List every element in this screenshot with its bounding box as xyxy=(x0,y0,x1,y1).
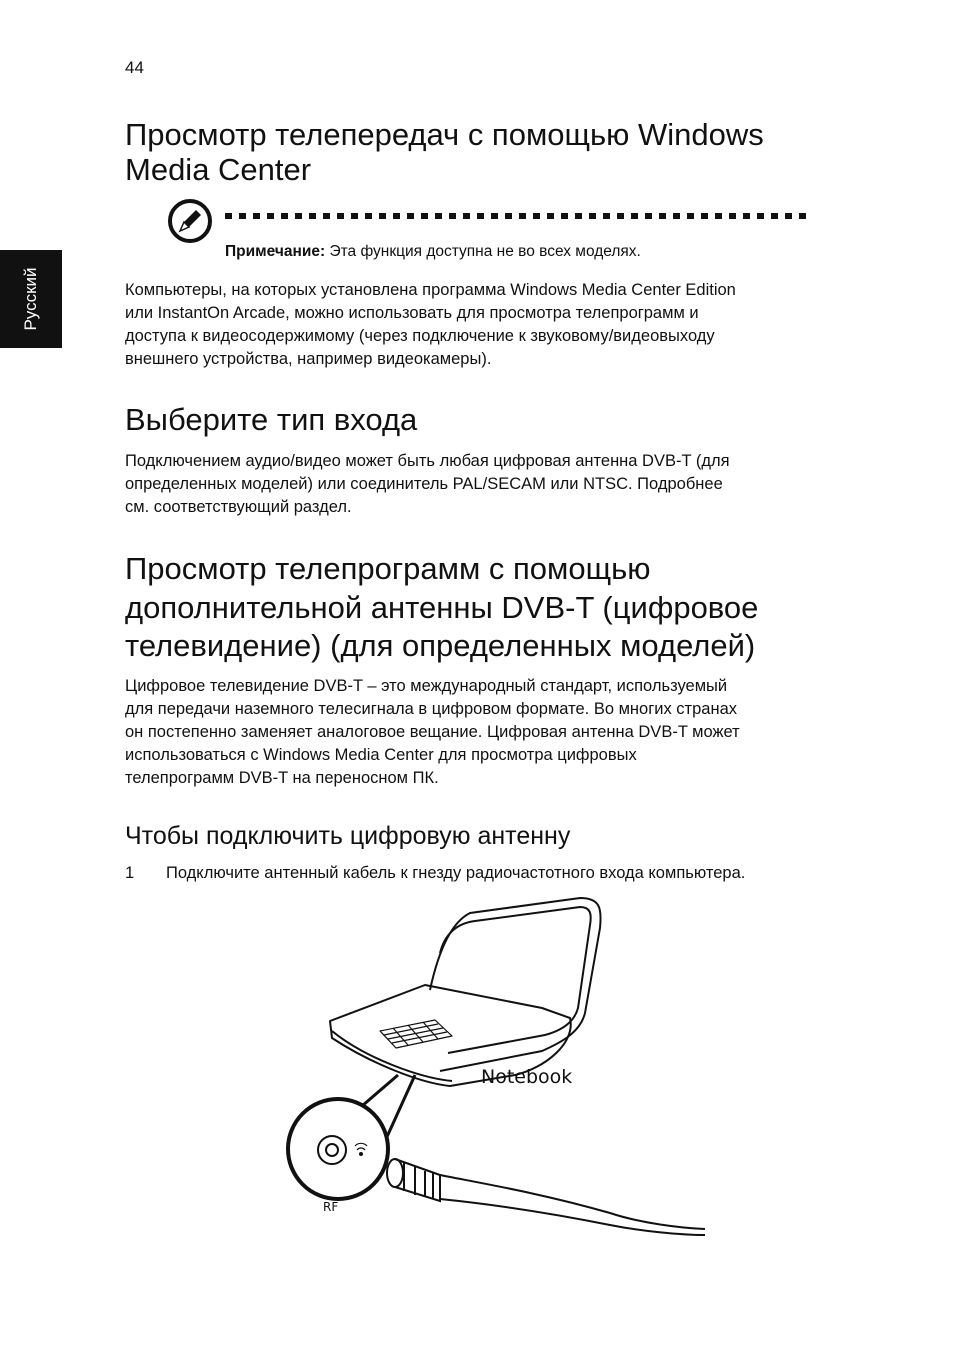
antenna-cable-illustration xyxy=(387,1159,705,1235)
connect-antenna-title: Чтобы подключить цифровую антенну xyxy=(125,822,571,850)
rf-label: RF xyxy=(323,1200,339,1214)
input-type-title: Выберите тип входа xyxy=(125,402,418,437)
wmc-para-line: или InstantOn Arcade, можно использовать для просмотра телепрограмм и xyxy=(125,304,699,322)
input-para-line: Подключением аудио/видео может быть любая цифровая антенна DVB-T (для xyxy=(125,452,730,470)
input-type-paragraph xyxy=(125,450,825,519)
dvbt-title-line: телевидение) (для определенных моделей) xyxy=(125,628,756,663)
note-pen-icon xyxy=(166,197,214,245)
dvbt-para-line: для передачи наземного телесигнала в цифровом формате. Во многих странах xyxy=(125,700,737,718)
input-para-line: см. соответствующий раздел. xyxy=(125,498,352,516)
notebook-label: Notebook xyxy=(481,1066,573,1088)
language-side-tab xyxy=(0,250,62,348)
wmc-para-line: доступа к видеосодержимому (через подключение к звуковому/видеовыходу xyxy=(125,327,715,345)
step-number: 1 xyxy=(125,864,135,882)
wmc-paragraph xyxy=(125,279,825,371)
wmc-para-line: Компьютеры, на которых установлена программа Windows Media Center Edition xyxy=(125,281,736,299)
language-label: Русский xyxy=(21,267,40,331)
wmc-title-line2: Media Center xyxy=(125,152,312,187)
dvbt-para-line: Цифровое телевидение DVB-T – это международный стандарт, используемый xyxy=(125,677,728,695)
dvbt-paragraph xyxy=(125,675,825,790)
wmc-title-line1: Просмотр телепередач с помощью Windows xyxy=(125,117,764,152)
dvbt-para-line: он постепенно заменяет аналоговое вещание. Цифровая антенна DVB-T может xyxy=(125,723,740,741)
note-text xyxy=(225,243,641,261)
note-label: Примечание: xyxy=(225,243,326,260)
dvbt-para-line: использоваться с Windows Media Center для просмотра цифровых xyxy=(125,746,637,764)
step-text: Подключите антенный кабель к гнезду радиочастотного входа компьютера. xyxy=(166,864,746,882)
dvbt-title xyxy=(125,550,758,666)
wmc-title xyxy=(125,117,764,187)
notebook-illustration xyxy=(330,898,601,1086)
page-number: 44 xyxy=(125,58,144,77)
dvbt-title-line: дополнительной антенны DVB-T (цифровое xyxy=(125,589,759,625)
note-dotted-rule xyxy=(225,213,810,219)
dvbt-para-line: телепрограмм DVB-T на переносном ПК. xyxy=(125,769,439,787)
note-body: Эта функция доступна не во всех моделях. xyxy=(325,243,641,260)
wmc-para-line: внешнего устройства, например видеокамеры). xyxy=(125,350,492,368)
input-para-line: определенных моделей) или соединитель PAL/SECAM или NTSC. Подробнее xyxy=(125,475,723,493)
dvbt-title-line: Просмотр телепрограмм с помощью xyxy=(125,551,651,586)
